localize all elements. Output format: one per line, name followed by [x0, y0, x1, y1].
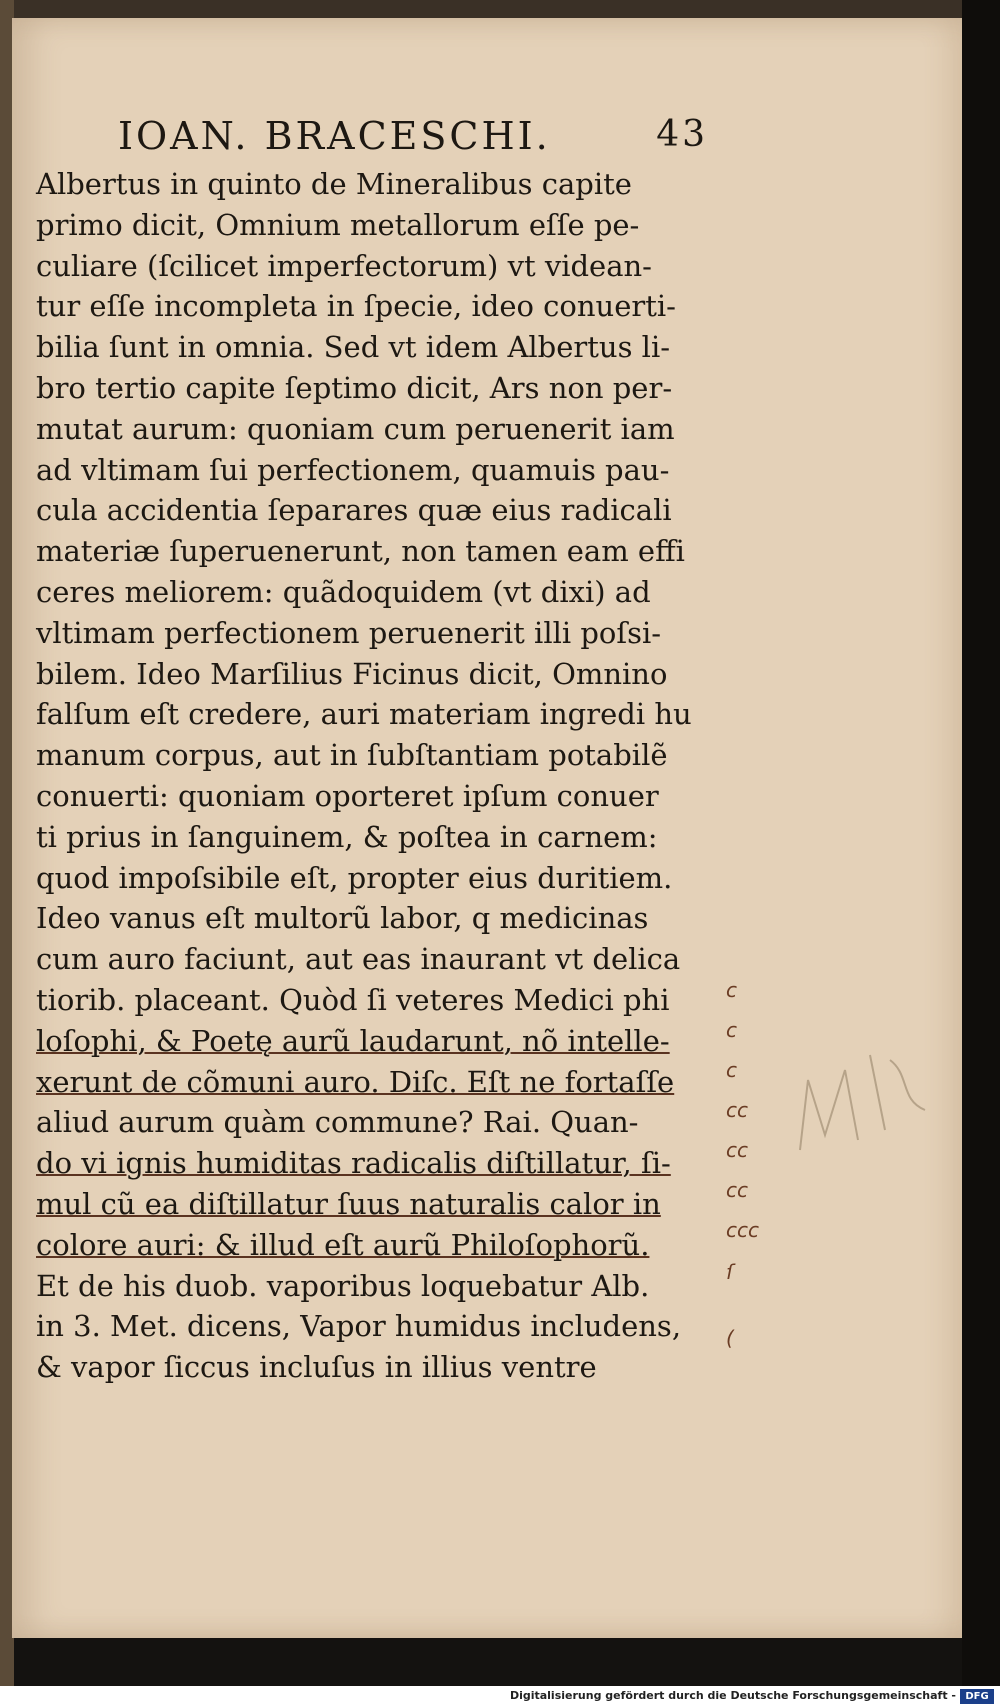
text-line-underlined: loſophi, & Poetę aurũ laudarunt, nõ intelle-	[36, 1023, 670, 1058]
text-line: ceres meliorem: quãdoquidem (vt dixi) ad	[36, 574, 651, 609]
running-title: IOAN. BRACESCHI.	[118, 114, 551, 158]
margin-mark: cc	[726, 1138, 748, 1162]
text-line: bilem. Ideo Marſilius Ficinus dicit, Omnino	[36, 656, 668, 691]
text-line: tiorib. placeant. Quòd ſi veteres Medici phi	[36, 982, 670, 1017]
text-line-underlined: colore auri: & illud eſt aurũ Philoſophorũ.	[36, 1227, 650, 1262]
text-line: cum auro faciunt, aut eas inaurant vt delica	[36, 942, 681, 977]
text-line: bro tertio capite ſeptimo dicit, Ars non per-	[36, 370, 673, 405]
page-header	[118, 104, 708, 160]
text-line: Et de his duob. vaporibus loquebatur Alb.	[36, 1268, 650, 1303]
text-line: falſum eſt credere, auri materiam ingredi hu	[36, 697, 692, 732]
body-text	[36, 164, 716, 1388]
footer-bar	[0, 1686, 1000, 1708]
margin-mark: cc	[726, 1178, 748, 1202]
text-line: in 3. Met. dicens, Vapor humidus includens,	[36, 1309, 682, 1344]
text-line: aliud aurum quàm commune? Rai. Quan-	[36, 1105, 639, 1140]
text-line: bilia ſunt in omnia. Sed vt idem Albertus li-	[36, 330, 671, 365]
text-line: & vapor ſiccus incluſus in illius ventre	[36, 1350, 597, 1385]
margin-mark: ccc	[726, 1218, 759, 1242]
margin-mark: c	[726, 1018, 737, 1042]
text-line: conuerti: quoniam oporteret ipſum conuer	[36, 778, 659, 813]
text-line: ti prius in ſanguinem, & poſtea in carnem:	[36, 819, 658, 854]
scan-right-border	[962, 0, 1000, 1708]
margin-mark: c	[726, 978, 737, 1002]
margin-mark: (	[726, 1326, 734, 1350]
pencil-scribble	[790, 1040, 940, 1160]
text-line: ad vltimam ſui perfectionem, quamuis pau-	[36, 452, 670, 487]
margin-mark: ſ	[726, 1260, 734, 1284]
text-line: tur eſſe incompleta in ſpecie, ideo conuerti-	[36, 289, 676, 324]
text-line-underlined: xerunt de cõmuni auro. Diſc. Eſt ne fortaſſe	[36, 1064, 675, 1099]
text-line: manum corpus, aut in ſubſtantiam potabilẽ	[36, 738, 668, 773]
text-line-underlined: mul cũ ea diſtillatur ſuus naturalis calor in	[36, 1186, 661, 1221]
dfg-logo: DFG	[960, 1689, 994, 1704]
text-line: Albertus in quinto de Mineralibus capite	[36, 167, 632, 201]
text-line: mutat aurum: quoniam cum peruenerit iam	[36, 411, 675, 446]
text-line: culiare (ſcilicet imperfectorum) vt videan-	[36, 248, 652, 283]
margin-mark: c	[726, 1058, 737, 1082]
text-line: cula accidentia ſeparares quæ eius radicali	[36, 493, 672, 528]
text-line: quod impoſsibile eſt, propter eius duritiem.	[36, 860, 673, 895]
page-number: 43	[656, 114, 708, 155]
digitization-credit: Digitalisierung gefördert durch die Deutsche Forschungsgemeinschaft -	[509, 1689, 956, 1702]
margin-mark: cc	[726, 1098, 748, 1122]
text-line: primo dicit, Omnium metallorum eſſe pe-	[36, 207, 640, 242]
text-line: Ideo vanus eſt multorũ labor, q medicinas	[36, 901, 649, 936]
text-line: vltimam perfectionem peruenerit illi poſsi-	[36, 615, 662, 650]
text-line-underlined: do vi ignis humiditas radicalis diſtillatur, ſi-	[36, 1146, 671, 1181]
text-line: materiæ ſuperuenerunt, non tamen eam effi	[36, 534, 685, 569]
